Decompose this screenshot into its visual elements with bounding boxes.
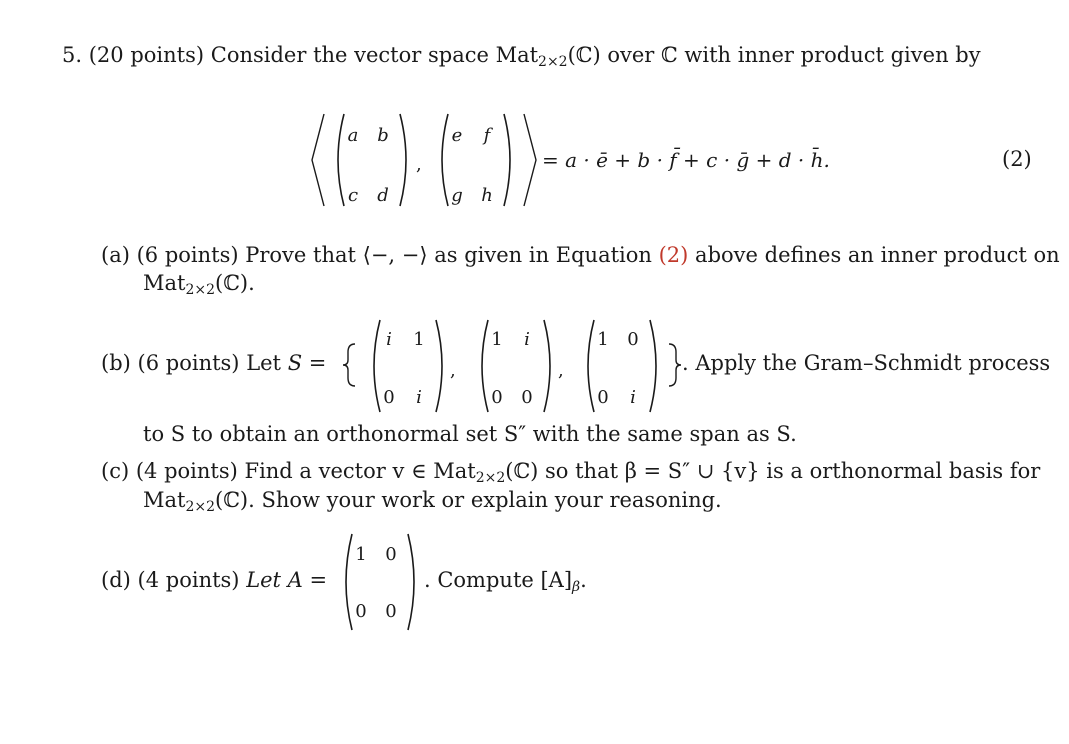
mat-subscript: 2×2 (475, 470, 506, 486)
matrix-entry: b (377, 125, 389, 146)
part-d-compute-text: . Compute [A] (424, 568, 573, 592)
mat-subscript: 2×2 (185, 282, 216, 298)
matrix-entry: 0 (597, 387, 609, 408)
left-curly-brace (340, 340, 360, 390)
matrix-entry: 1 (355, 544, 367, 565)
part-b-intro (101, 350, 326, 376)
problem-header (62, 42, 981, 75)
mat-text: Mat (143, 488, 186, 512)
set-comma: , (558, 360, 564, 381)
equation-number: (2) (1002, 147, 1032, 171)
matrix-entry: e (451, 125, 463, 146)
matrix-abcd (330, 110, 414, 210)
equation-comma: , (416, 154, 422, 175)
matrix-entry: 1 (491, 329, 503, 350)
matrix-entry: i (524, 329, 530, 350)
matrix-entry: 1 (413, 329, 425, 350)
part-c-label: (c) (101, 459, 130, 483)
problem-intro-end: (ℂ) over ℂ with inner product given by (567, 43, 981, 67)
problem-number: 5. (62, 43, 83, 67)
set-comma: , (450, 360, 456, 381)
matrix-entry: 1 (597, 329, 609, 350)
mat-field-text: (ℂ). (215, 271, 255, 295)
part-c-text-line2: (ℂ). Show your work or explain your reasoning. (215, 488, 722, 512)
part-a-line1 (101, 242, 1060, 268)
part-d-let: Let A = (246, 568, 328, 592)
part-d-compute (424, 567, 587, 600)
part-d-period: . (580, 568, 587, 592)
matrix-entry: h (481, 185, 493, 206)
beta-subscript: β (572, 579, 581, 595)
matrix-entry: 0 (385, 544, 397, 565)
equation-ref-link[interactable]: (2) (658, 243, 689, 267)
matrix-s1 (366, 316, 450, 416)
matrix-entry: i (386, 329, 392, 350)
part-a-points: (6 points) (136, 243, 239, 267)
part-a-text-end: above defines an inner product on (695, 243, 1060, 267)
part-a-text: Prove that ⟨−, −⟩ as given in Equation (245, 243, 652, 267)
part-c-text-end: (ℂ) so that β = S″ ∪ {v} is a orthonormal basis for (505, 459, 1041, 483)
matrix-entry: f (483, 125, 491, 146)
matrix-entry: 0 (491, 387, 503, 408)
matrix-entry: a (347, 125, 359, 146)
matrix-s3 (580, 316, 664, 416)
mat-text: Mat (143, 271, 186, 295)
matrix-entry: g (451, 185, 463, 206)
matrix-entry: 0 (385, 601, 397, 622)
part-a-label: (a) (101, 243, 130, 267)
problem-points: (20 points) (88, 43, 205, 67)
matrix-entry: i (630, 387, 636, 408)
part-c-line2 (143, 487, 722, 520)
matrix-s2 (474, 316, 558, 416)
matrix-entry: 0 (355, 601, 367, 622)
part-d-points: (4 points) (137, 568, 240, 592)
matrix-entry: c (347, 185, 359, 206)
right-angle-bracket (518, 108, 542, 212)
part-b-instruction: . Apply the Gram–Schmidt process (682, 351, 1051, 375)
matrix-efgh (434, 110, 518, 210)
part-c-points: (4 points) (135, 459, 238, 483)
part-b-points: (6 points) (137, 351, 240, 375)
inner-product-equation (306, 108, 1032, 218)
right-curly-brace (664, 340, 684, 390)
matrix-entry: 0 (383, 387, 395, 408)
equals-sign: = (308, 351, 327, 375)
mat-subscript: 2×2 (185, 499, 216, 515)
matrix-entry: i (416, 387, 422, 408)
part-a-line2 (143, 270, 255, 303)
problem-intro: Consider the vector space Mat (210, 43, 539, 67)
part-d-label: (d) (101, 568, 131, 592)
matrix-entry: 0 (627, 329, 639, 350)
mat-subscript: 2×2 (538, 54, 568, 70)
matrix-A (338, 530, 422, 634)
part-b-let: Let (246, 351, 281, 375)
matrix-entry: d (377, 185, 389, 206)
set-S: S (287, 351, 303, 375)
part-d-intro (101, 567, 327, 593)
part-b-line2: to S to obtain an orthonormal set S″ with the same span as S. (143, 422, 797, 446)
left-angle-bracket (306, 108, 330, 212)
matrix-entry: 0 (521, 387, 533, 408)
part-b-label: (b) (101, 351, 131, 375)
equation-rhs: = a · ē + b · f̄ + c · ḡ + d · h̄. (542, 148, 830, 172)
part-c-text: Find a vector v ∈ Mat (244, 459, 476, 483)
